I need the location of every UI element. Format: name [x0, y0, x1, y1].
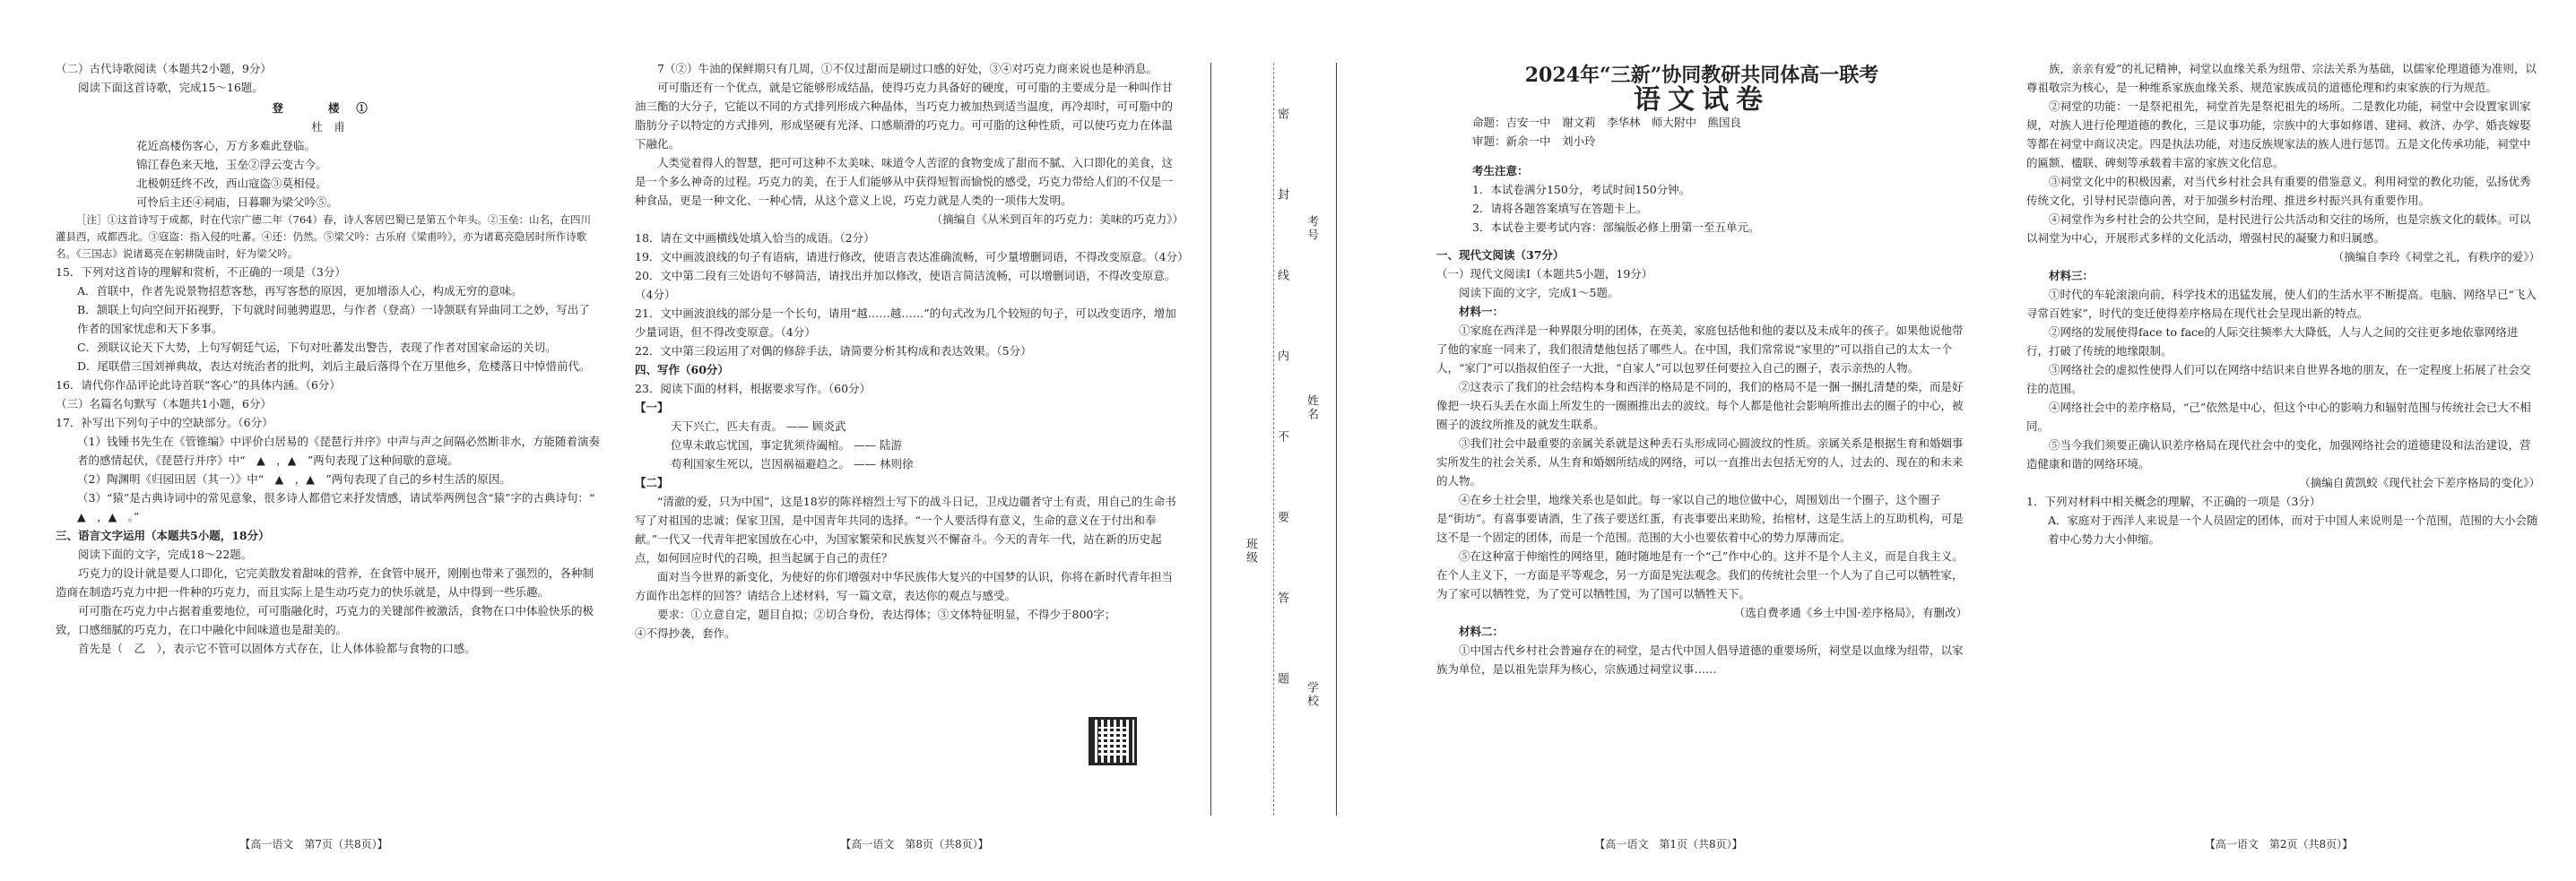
paragraph: ⑤在这种富于伸缩性的网络里，随时随地是有一个“己”作中心的。这并不是个人主义，而是自我主义。在个人主义下，一方面是平等观念，另一方面是宪法观念。我们的传统社会里一个人为了自己可以牺牲家，为了家可以牺牲党，为了党可以牺牲国，为了国可以牺牲天下。 [1436, 549, 1964, 600]
poem-note: ［注］①这首诗写于成都，时在代宗广德二年（764）春，诗人客居巴蜀已是第五个年头。②玉垒：山名，在四川灌县西，成都西北。③寇盗：指入侵的吐蕃。④还：仍然。⑤梁父吟：古乐府《梁甫吟》，亦为诸葛亮隐居时所作诗歌名。《三国志》说诸葛亮在躬耕陇亩时，好为梁父吟。 [56, 213, 591, 260]
exam-title: 2024年“三新”协同教研共同体高一联考 [1524, 64, 1879, 87]
fill-item: （1）钱锺书先生在《管锥编》中评价白居易的《琵琶行并序》中声与声之间隔必然断非水，方能随着演奏者的感情起伏，《琵琶行并序》中“ ▲ ，▲ ”两句表现了这种间歇的意境。 [77, 435, 600, 467]
notice-item: 3．本试卷主要考试内容：部编版必修上册第一至五单元。 [1472, 220, 1760, 234]
question-16: 16．请代你作品评论此诗首联“客心”的具体内涵。（6分） [56, 378, 341, 392]
material-label: 【二】 [635, 476, 669, 489]
paragraph: 人类觉着得人的智慧，把可可这种不太美味、味道令人苦涩的食物变成了甜而不腻、入口即化的美食，这是一个多么神奇的过程。巧克力的美，在于人们能够从中获得短暂而愉悦的感受，巧克力带给人们的不仅是一种食品，更是一种文化、一种心情，从这个意义上说，巧克力就是人类的一项伟大发明。 [635, 156, 1174, 207]
section-heading: 一、现代文阅读（37分） [1436, 248, 1565, 262]
paragraph: ①时代的车轮滚滚向前，科学技术的迅猛发展，使人们的生活水平不断提高。电脑、网络早已“飞入寻常百姓家”，时代的变迁使得差序格局在现代社会呈现出新的特点。 [2026, 288, 2537, 320]
paragraph: ①中国古代乡村社会普遍存在的祠堂，是古代中国人倡导道德的重要场所，祠堂是以血缘为纽带，以家族为单位，是以祖先崇拜为核心，宗族通过祠堂议事…… [1436, 643, 1964, 676]
quote-line: 苟利国家生死以，岂因祸福避趋之。 —— 林则徐 [671, 457, 914, 471]
option: A．家庭对于西洋人来说是一个人员固定的团体，而对于中国人来说则是一个范围，范围的大小会随着中心势力大小伸缩。 [2048, 514, 2538, 546]
paragraph: ③网络社会的虚拟性使得人们可以在网络中结识来自世界各地的朋友，在一定程度上拓展了社会交往的范围。 [2026, 363, 2531, 395]
exam-subtitle: 语文试卷 [1634, 84, 1770, 116]
question: 20．文中第二段有三处语句不够简洁，请找出并加以修改，使语言简洁流畅，可以增删词语，不得改变原意。（4分） [635, 269, 1176, 301]
question: 21．文中画波浪线的部分是一个长句，请用“越……越……”的句式改为几个较短的句子，可以改变语序，增加少量词语，但不得改变原意。（4分） [635, 307, 1176, 339]
exam-page-1 [1356, 0, 1982, 881]
paragraph: 7（②）牛油的保鲜期只有几周，①不仅过甜而是刷过口感的好处，③④对巧克力商来说也是种消息。 [657, 62, 1158, 75]
option: B．颔联上句向空间开拓视野，下句就时间驰骋遐思，与作者（登高）一诗颔联有异曲同工之妙，写出了作者的国家忧虑和天下多事。 [77, 303, 590, 335]
question-23: 23．阅读下面的材料，根据要求写作。（60分） [635, 382, 872, 395]
q15-options [56, 281, 601, 376]
section-heading: （三）名篇名句默写（本题共1小题，6分） [56, 397, 272, 410]
qr-code [1089, 717, 1137, 765]
source: （摘编自《从米到百年的巧克力：美味的巧克力》） [931, 212, 1184, 226]
quote-line: 天下兴亡，匹夫有责。 —— 顾炎武 [671, 419, 846, 433]
notice-item: 2．请将各题答案填写在答题卡上。 [1472, 202, 1648, 215]
page-footer: 【高一语文 第2页（共8页）】 [2204, 838, 2354, 851]
paragraph: ②祠堂的功能：一是祭祀祖先，祠堂首先是祭祀祖先的场所。二是教化功能，祠堂中会设置家训家规，对族人进行伦理道德的教化，三是议事功能，宗族中的大事如修谱、建祠、救济、办学、婚丧嫁娶等都在祠堂中商议决定。四是执法功能，对违反族规家法的族人进行惩罚。五是文化传承功能，祠堂中的匾额、楹联、碑刻等承载着丰富的家族文化信息。 [2026, 99, 2531, 169]
q17-items [56, 432, 606, 526]
poem-title: 登 楼① [272, 101, 385, 115]
exam-page-2 [1982, 0, 2576, 881]
paragraph: 首先是（ 乙 ），表示它不管可以固体方式存在，让人体体验都与食物的口感。 [78, 642, 476, 655]
paragraph: ③祠堂文化中的积极因素，对当代乡村社会具有重要的借鉴意义。利用祠堂的教化功能，弘扬优秀传统文化，引导村民崇德向善，对于加强乡村治理、推进乡村振兴具有重要作用。 [2026, 175, 2531, 207]
label-exam-number: 考号 [1305, 215, 1318, 242]
fold-line [1336, 63, 1337, 816]
subsection-heading: （一）现代文阅读Ⅰ（本题共5小题，19分） [1436, 267, 1653, 281]
paragraph: 可可脂还有一个优点，就是它能够形成结晶，使得巧克力具备好的硬度，可可脂的主要成分是一种叫作甘油三酯的大分子，它能以不同的方式排列形成六种晶体，当巧克力被加热到适当温度，再冷却时，可可脂中的脂肪分子以特定的方式排列，形成坚硬有光泽、口感顺滑的巧克力。可可脂的这种性质，可以使巧克力在体温下融化。 [635, 81, 1174, 151]
source: （选自费孝通《乡土中国·差序格局》，有删改） [1733, 606, 1967, 619]
paragraph: ⑤当今我们须要正确认识差序格局在现代社会中的变化，加强网络社会的道德建设和法治建设，营造健康和谐的网络环境。 [2026, 438, 2531, 471]
question: 19．文中画波浪线的句子有语病，请进行修改，使语言表达准确流畅，可少量增删词语，不得改变原意。（4分） [635, 250, 1189, 263]
fold-line [1210, 63, 1211, 816]
reviewer: 审题：新余一中 刘小玲 [1472, 134, 1596, 148]
poem-line: 可怜后主还④祠庙，日暮聊为梁父吟⑤。 [136, 195, 339, 209]
label-school: 学校 [1305, 681, 1318, 708]
paragraph: 族，亲亲有爱”的礼记精神，祠堂以血缘关系为纽带、宗法关系为基础，以儒家伦理道德为准则，以尊祖敬宗为核心，是一种维系家族血缘关系、规范家族成员的道德伦理和约束家族的行为规范。 [2026, 62, 2537, 94]
paragraph: ①家庭在西洋是一种界限分明的团体，在英美，家庭包括他和他的妻以及未成年的孩子。如果他说他带了他的家庭一同来了，我们很清楚他包括了哪些人。在中国，我们常常说“家里的”可以指自己的太太一个人，“家门”可以指叔伯侄子一大批，“自家人”可以包罗任何要拉入自己的圈子，表示亲热的人物。 [1436, 324, 1964, 375]
question-1: 1．下列对材料中相关概念的理解，不正确的一项是（3分） [2026, 495, 2321, 508]
writing-requirement: 要求：①立意自定，题目自拟；②切合身份，表达得体；③文体特征明显，不得少于800字；④不得抄袭，套作。 [635, 608, 1116, 640]
notice-heading: 考生注意： [1472, 164, 1529, 177]
paragraph: ④网络社会中的差序格局，“己”依然是中心，但这个中心的影响力和辐射范围与传统社会已大不相同。 [2026, 401, 2531, 433]
material-label: 【一】 [635, 401, 669, 414]
source: （摘编自黄凯蛟《现代社会下差序格局的变化》） [2299, 476, 2540, 489]
paragraph: 可可脂在巧克力中占据着重要地位，可可脂融化时，巧克力的关键部件被激活，食物在口中体验快乐的极致，口感细腻的巧克力，在口中融化中间味道也是甜美的。 [56, 604, 594, 636]
instruction: 阅读下面这首诗歌，完成15～16题。 [78, 81, 264, 94]
poem-author: 杜 甫 [311, 120, 345, 134]
question: 18．请在文中画横线处填入恰当的成语。（2分） [635, 231, 875, 245]
option: C．颈联议论天下大势，上句写朝廷气运，下句对吐蕃发出警告，表现了作者对国家命运的关切。 [77, 341, 557, 354]
paragraph: ④在乡土社会里，地缘关系也是如此。每一家以自己的地位做中心，周围划出一个圈子，这个圈子是“街坊”。有喜事要请酒，生了孩子要送红蛋，有丧事要出来助殓，抬棺材，这是生活上的互助机构，可是这不是一个固定的团体，而是一个范围。范围的大小也要依着中心的势力厚薄而定。 [1436, 493, 1964, 544]
fill-item: （2）陶渊明《归园田居（其一）》中“ ▲ ，▲ ”两句表现了自己的乡村生活的原因。 [77, 472, 511, 486]
page-footer: 【高一语文 第8页（共8页）】 [840, 838, 989, 851]
source: （摘编自李玲《祠堂之礼，有秩序的爱》） [2332, 250, 2540, 263]
section-heading: 四、写作（60分） [635, 363, 729, 376]
page-footer: 【高一语文 第7页（共8页）】 [239, 838, 388, 851]
material-label: 材料三： [2049, 269, 2095, 282]
label-class: 班级 [1244, 538, 1257, 565]
option: A．首联中，作者先说景物招惹客愁，再写客愁的原因，更加增添人心，构成无穷的意味。 [77, 284, 523, 298]
question: 22．文中第三段运用了对偶的修辞手法，请简要分析其构成和表达效果。（5分） [635, 344, 1032, 358]
section-heading: （二）古代诗歌阅读（本题共2小题，9分） [56, 62, 272, 75]
poem-line: 北极朝廷终不改，西山寇盗③莫相侵。 [136, 177, 327, 190]
instruction: 阅读下面的文字，完成18～22题。 [78, 548, 253, 561]
option: D．尾联借三国刘禅典故，表达对统治者的批判，刘后主最后落得个在万里他乡，危楼落日中悼惜前代。 [77, 359, 591, 373]
notice-box [1436, 151, 1967, 246]
question-17: 17．补写出下列句子中的空缺部分。（6分） [56, 416, 273, 429]
notice-item: 1．本试卷满分150分，考试时间150分钟。 [1472, 183, 1691, 196]
paragraph: ③我们社会中最重要的亲属关系就是这种丢石头形成同心圆波纹的性质。亲属关系是根据生育和婚姻事实所发生的社会关系，从生育和婚姻所结成的网络，可以一直推出去包括无穷的人，过去的、现在的和未来的人物。 [1436, 436, 1964, 488]
material-label: 材料一： [1459, 305, 1505, 318]
material-label: 材料二： [1459, 625, 1505, 638]
fill-item: （3）“猿”是古典诗词中的常见意象，很多诗人都借它来抒发情感，请试举两例包含“猿”字的古典诗句：“ ▲ ，▲ 。” [77, 491, 606, 523]
section-heading: 三、语言文字运用（本题共5小题，18分） [56, 529, 270, 542]
paragraph: ②网络的发展使得face to face的人际交往频率大大降低，人与人之间的交往更多地依靠网络进行，打破了传统的地缘限制。 [2026, 325, 2519, 358]
paragraph: ②这表示了我们的社会结构本身和西洋的格局是不同的，我们的格局不是一捆一捆扎清楚的柴，而是好像把一块石头丢在水面上所发生的一圈圈推出去的波纹。每个人都是他社会影响所推出去的圈子的中心，被圈子的波纹所推及的就发生联系。 [1436, 380, 1964, 431]
quote-line: 位卑未敢忘忧国，事定犹须待阖棺。 —— 陆游 [671, 438, 902, 452]
writing-task: 面对当今世界的新变化，为使好的你们增强对中华民族伟大复兴的中国梦的认识，你将在新时代青年担当方面作出怎样的回答？请结合上述材料，写一篇文章，表达你的观点与感受。 [635, 570, 1174, 602]
poem-line: 花近高楼伤客心，万方多难此登临。 [136, 139, 317, 152]
exam-page-7 [0, 0, 628, 881]
paragraph: ④祠堂作为乡村社会的公共空间，是村民进行公共活动和交往的场所，也是宗族文化的载体。可以以祠堂为中心，开展形式多样的文化活动，增强村民的凝聚力和归属感。 [2026, 212, 2531, 245]
material-2: “清澈的爱，只为中国”，这是18岁的陈祥榕烈士写下的战斗日记，卫戍边疆者守土有责，用自己的生命书写了对祖国的忠诚；保家卫国，是中国青年共同的选择。“一个人要活得有意义，生命的意义在于付出和奉献。”一代又一代青年把家国放在心中，为国家繁荣和民族复兴不懈奋斗。今天的青年一代，站在新的历史起点，如何回应时代的召唤，担当起属于自己的责任？ [635, 495, 1176, 565]
poem-body [56, 136, 601, 212]
page-footer: 【高一语文 第1页（共8页）】 [1594, 838, 1743, 851]
paragraph: 巧克力的设计就是要人口即化，它完美散发着甜味的营养，在食管中展开，刚刚也带来了强烈的，各种制造商在制造巧克力中把一件种的巧克力，而且实际上是生动巧克力的快乐就是，从中得到一些乐趣。 [56, 566, 594, 599]
question-15: 15．下列对这首诗的理解和赏析，不正确的一项是（3分） [56, 265, 346, 279]
poem-line: 锦江春色来天地，玉垒②浮云变古今。 [136, 158, 327, 171]
setters: 命题：吉安一中 谢文莉 李华林 师大附中 熊国良 [1472, 116, 1742, 129]
binding-gutter: 考号 姓名 班级 学校 密 封 线 内 不 要 答 题 [1201, 0, 1356, 881]
material-1 [635, 417, 1184, 473]
instruction: 阅读下面的文字，完成1～5题。 [1459, 286, 1619, 299]
label-name: 姓名 [1305, 394, 1318, 421]
